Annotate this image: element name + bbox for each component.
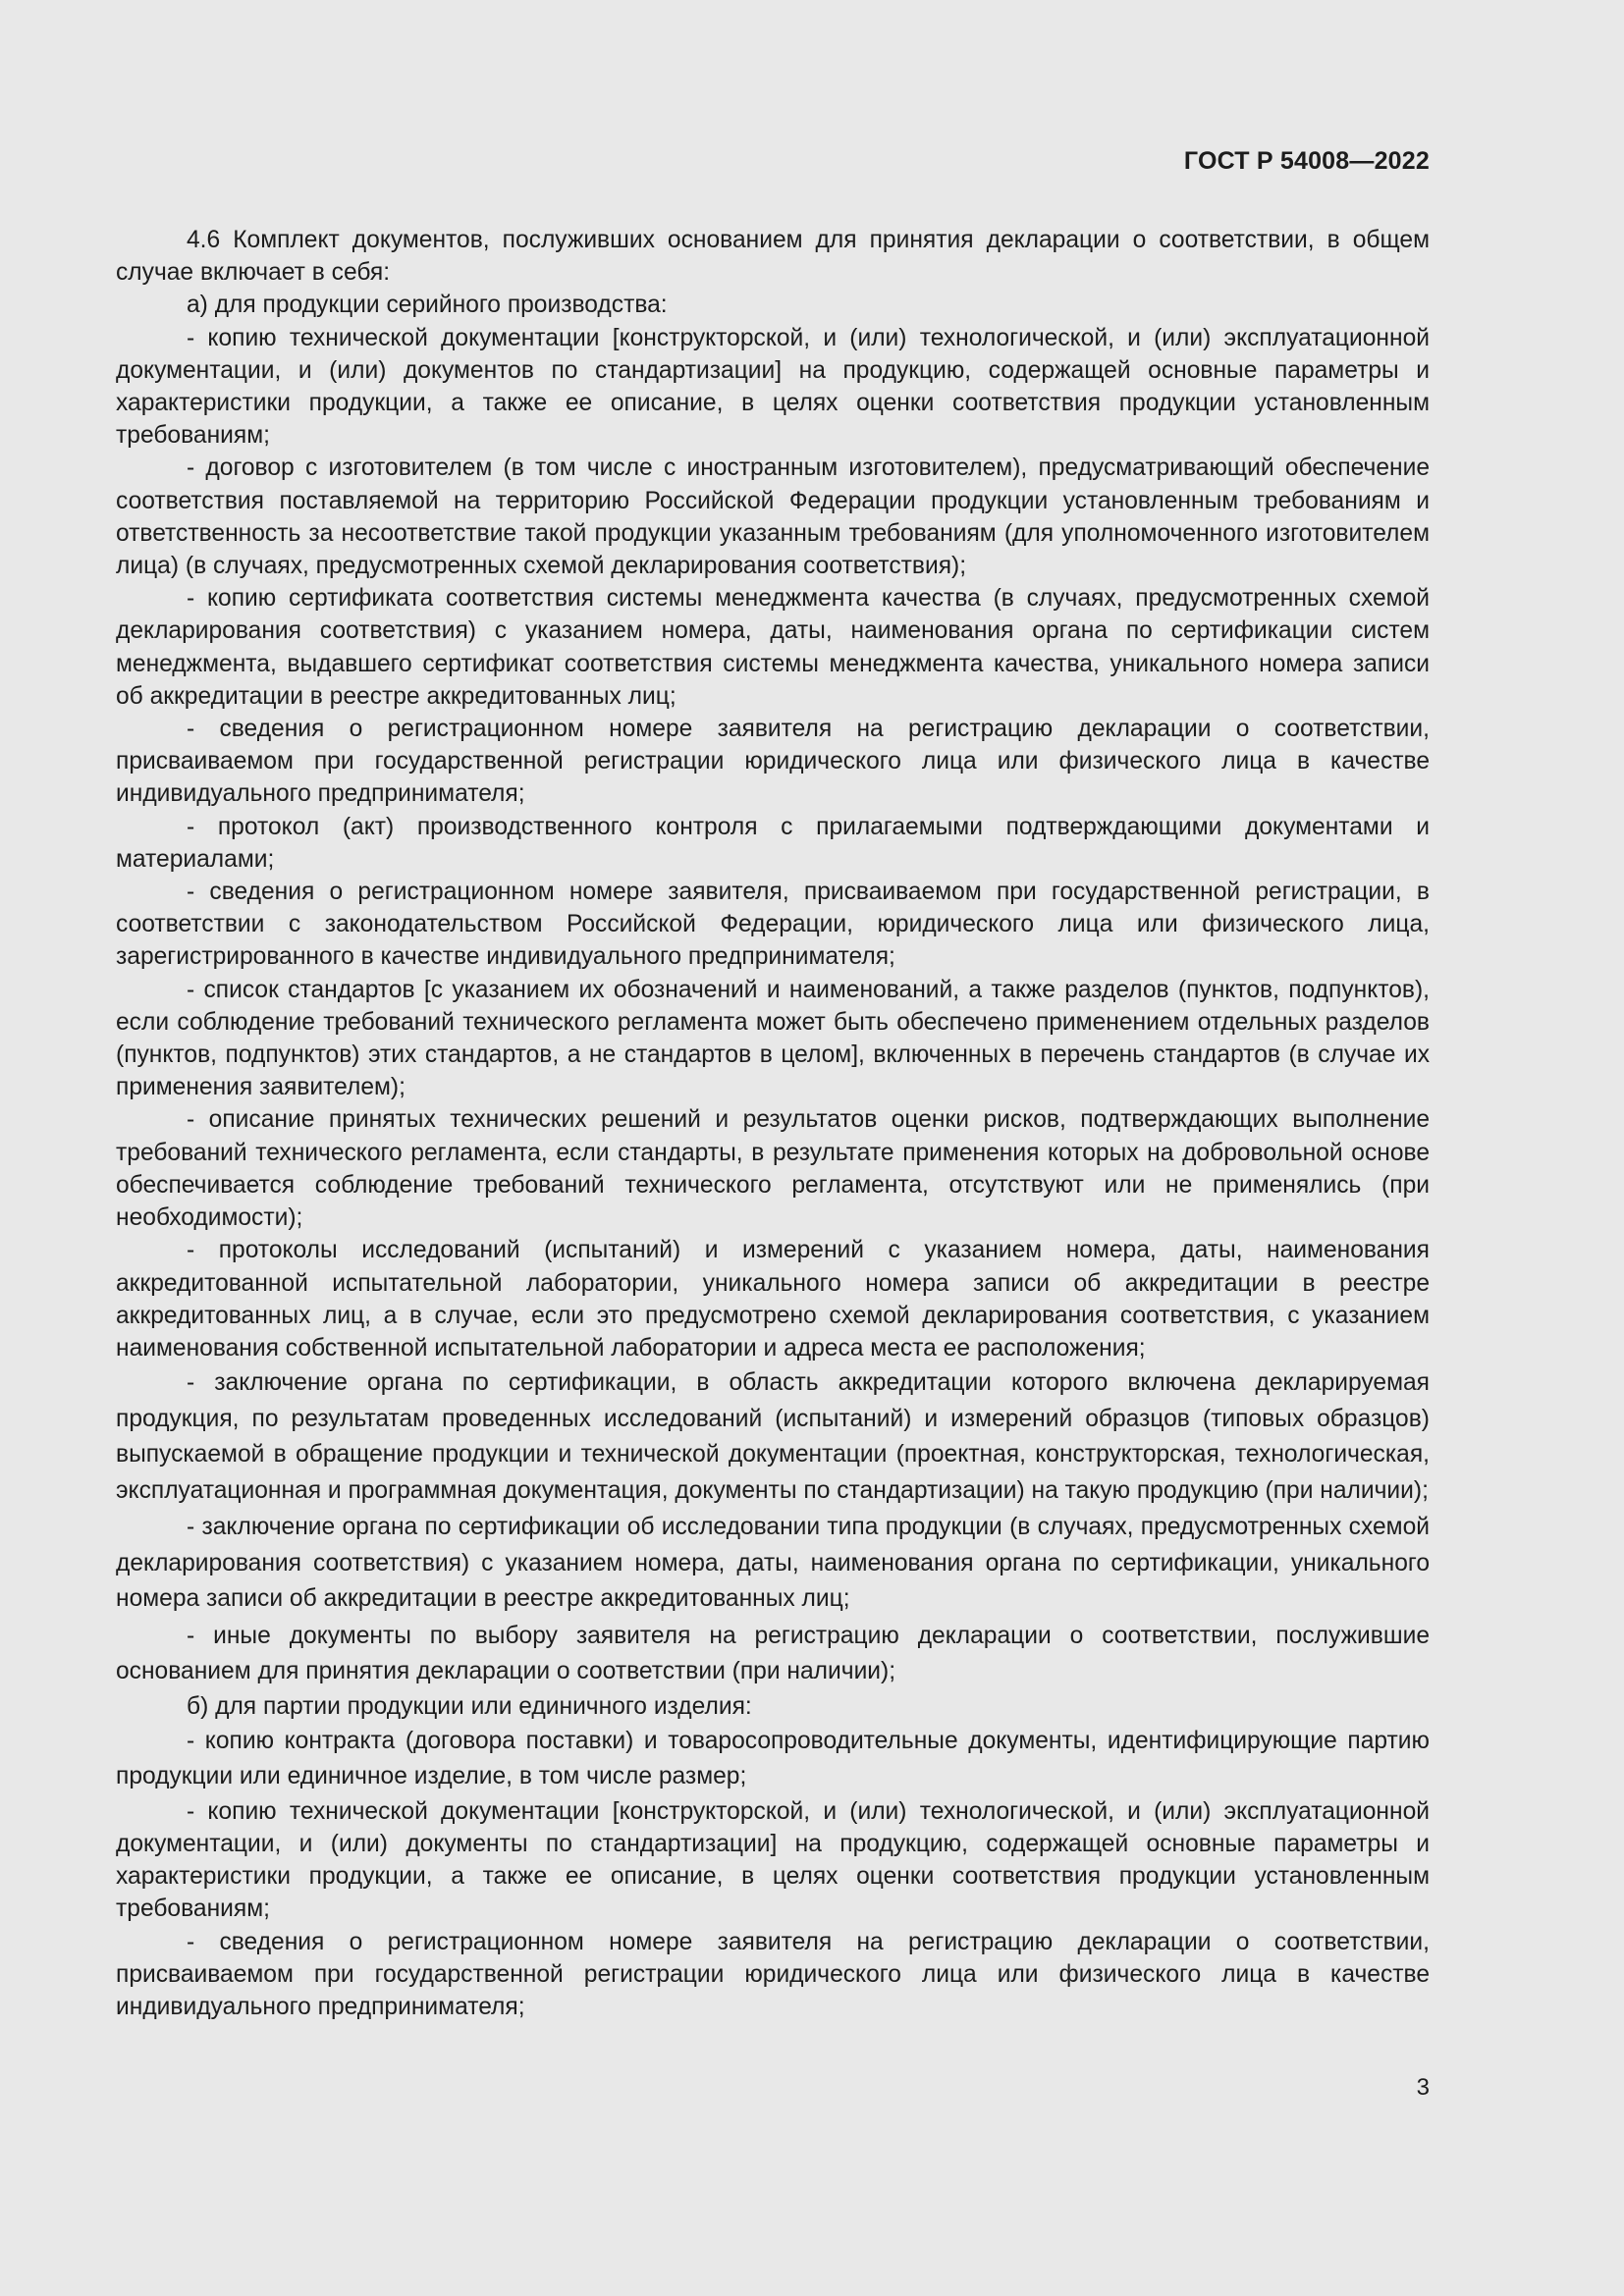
paragraph-registration-number: - сведения о регистрационном номере заявителя на регистрацию декларации о соответствии, присваиваемом при государственной регистрации юридического лица или физического лица в качестве индивидуального предпринимателя; xyxy=(116,716,1430,808)
paragraph-production-control: - протокол (акт) производственного контроля с прилагаемыми подтверждающими документами и материалами; xyxy=(116,813,1430,873)
document-header: ГОСТ Р 54008—2022 xyxy=(1183,147,1430,175)
paragraph-technical-solutions: - описание принятых технических решений и результатов оценки рисков, подтверждающих выполнение требований технического регламента, если стандарты, в результате применения которых на добровольной основе обеспечивается соблюдение требований технического регламента, отсутствуют или не применялись (при необходимости); xyxy=(116,1106,1430,1232)
paragraph-a-serial-production: а) для продукции серийного производства: xyxy=(187,292,668,319)
paragraph-b-batch-product: б) для партии продукции или единичного изделия: xyxy=(187,1692,752,1720)
paragraph-certification-conclusion: - заключение органа по сертификации, в область аккредитации которого включена декларируемая продукция, по результатам проведенных исследований (испытаний) и измерений образцов (типовых образцов) выпускаемой в обращение продукции и технической документации (проектная, конструкторская, технологическая, эксплуатационная и программная документация, документы по стандартизации) на такую продукцию (при наличии); xyxy=(116,1369,1430,1504)
page-number: 3 xyxy=(1416,2074,1430,2101)
paragraph-supply-contract: - копию контракта (договора поставки) и товаросопроводительные документы, идентифицирующие партию продукции или единичное изделие, в том числе размер; xyxy=(116,1727,1430,1790)
paragraph-technical-documentation: - копию технической документации [конструкторской, и (или) технологической, и (или) эксплуатационной документации, и (или) документов по стандартизации] на продукцию, содержащей основные параметры и характеристики продукции, а также ее описание, в целях оценки соответствия продукции установленным требованиям; xyxy=(116,324,1430,450)
paragraph-standards-list: - список стандартов [с указанием их обозначений и наименований, а также разделов (пунктов, подпунктов), если соблюдение требований технического регламента может быть обеспечено применением отдельных разделов (пунктов, подпунктов) этих стандартов, а не стандартов в целом], включенных в перечень стандартов (в случае их применения заявителем); xyxy=(116,976,1430,1101)
paragraph-manufacturer-contract: - договор с изготовителем (в том числе с иностранным изготовителем), предусматривающий обеспечение соответствия поставляемой на территорию Российской Федерации продукции установленным требованиям и ответственность за несоответствие такой продукции указанным требованиям (для уполномоченного изготовителем лица) (в случаях, предусмотренных схемой декларирования соответствия); xyxy=(116,454,1430,580)
paragraph-test-protocols: - протоколы исследований (испытаний) и измерений с указанием номера, даты, наименования аккредитованной испытательной лаборатории, уникального номера записи об аккредитации в реестре аккредитованных лиц, а в случае, если это предусмотрено схемой декларирования соответствия, с указанием наименования собственной испытательной лаборатории и адреса места ее расположения; xyxy=(116,1237,1430,1362)
paragraph-4-6-intro: 4.6 Комплект документов, послуживших основанием для принятия декларации о соответствии, в общем случае включает в себя: xyxy=(116,227,1430,287)
paragraph-type-examination: - заключение органа по сертификации об исследовании типа продукции (в случаях, предусмотренных схемой декларирования соответствия) с указанием номера, даты, наименования органа по сертификации, уникального номера записи об аккредитации в реестре аккредитованных лиц; xyxy=(116,1514,1430,1613)
paragraph-batch-technical-documentation: - копию технической документации [конструкторской, и (или) технологической, и (или) эксплуатационной документации, и (или) документы по стандартизации] на продукцию, содержащей основные параметры и характеристики продукции, а также ее описание, в целях оценки соответствия продукции установленным требованиям; xyxy=(116,1797,1430,1923)
paragraph-quality-certificate: - копию сертификата соответствия системы менеджмента качества (в случаях, предусмотренных схемой декларирования соответствия) с указанием номера, даты, наименования органа по сертификации систем менеджмента, выдавшего сертификат соответствия системы менеджмента качества, уникального номера записи об аккредитации в реестре аккредитованных лиц; xyxy=(116,585,1430,710)
document-body xyxy=(116,224,1430,2023)
paragraph-state-registration: - сведения о регистрационном номере заявителя, присваиваемом при государственной регистрации, в соответствии с законодательством Российской Федерации, юридического лица или физического лица, зарегистрированного в качестве индивидуального предпринимателя; xyxy=(116,879,1430,971)
paragraph-other-documents: - иные документы по выбору заявителя на регистрацию декларации о соответствии, послужившие основанием для принятия декларации о соответствии (при наличии); xyxy=(116,1622,1430,1685)
paragraph-batch-registration-number: - сведения о регистрационном номере заявителя на регистрацию декларации о соответствии, присваиваемом при государственной регистрации юридического лица или физического лица в качестве индивидуального предпринимателя; xyxy=(116,1928,1430,2021)
